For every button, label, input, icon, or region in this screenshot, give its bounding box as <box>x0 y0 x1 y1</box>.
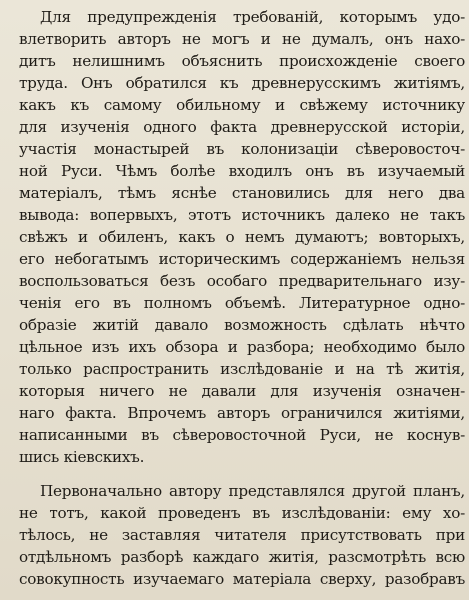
text-line: образіе житій давало возможность сдѣлать нѣчто <box>19 316 465 334</box>
text-line: Для предупрежденія требованій, которымъ удо- <box>40 8 465 26</box>
text-line: ченія его въ полномъ объемѣ. Литературное одно- <box>19 294 465 312</box>
text-line: написанными въ сѣверовосточной Руси, не коснув- <box>19 426 465 444</box>
text-line: ной Руси. Чѣмъ болѣе входилъ онъ въ изучаемый <box>19 162 465 180</box>
text-line: отдѣльномъ разборѣ каждаго житія, разсмотрѣть всю <box>19 548 465 566</box>
text-line: Первоначально автору представлялся другой планъ, <box>40 482 465 500</box>
text-line: труда. Онъ обратился къ древнерусскимъ житіямъ, <box>19 74 465 92</box>
text-line: участія монастырей въ колонизаціи сѣверовосточ- <box>19 140 465 158</box>
text-line: совокупность изучаемаго матеріала сверху, разобравъ <box>19 570 465 588</box>
text-line: вывода: вопервыхъ, этотъ источникъ далеко не такъ <box>19 206 465 224</box>
text-line: свѣжъ и обиленъ, какъ о немъ думаютъ; вовторыхъ, <box>19 228 465 246</box>
text-line: влетворить авторъ не могъ и не думалъ, онъ нахо- <box>19 30 465 48</box>
text-line: его небогатымъ историческимъ содержаніемъ нельзя <box>19 250 465 268</box>
text-line: только распространить изслѣдованіе и на тѣ житія, <box>19 360 465 378</box>
text-line: шись кіевскихъ. <box>19 448 145 466</box>
text-line: цѣльное изъ ихъ обзора и разбора; необходимо было <box>19 338 465 356</box>
text-line: какъ къ самому обильному и свѣжему источнику <box>19 96 465 114</box>
text-line: воспользоваться безъ особаго предварительнаго изу- <box>19 272 465 290</box>
text-line: тѣлось, не заставляя читателя присутствовать при <box>19 526 465 544</box>
text-line: которыя ничего не давали для изученія означен- <box>19 382 465 400</box>
text-line: наго факта. Впрочемъ авторъ ограничился житіями, <box>19 404 465 422</box>
text-line: дитъ нелишнимъ объяснить происхожденіе своего <box>19 52 465 70</box>
text-line: матеріалъ, тѣмъ яснѣе становились для него два <box>19 184 465 202</box>
text-line: для изученія одного факта древнерусской исторіи, <box>19 118 465 136</box>
text-line: не тотъ, какой проведенъ въ изслѣдованіи: ему хо- <box>19 504 465 522</box>
